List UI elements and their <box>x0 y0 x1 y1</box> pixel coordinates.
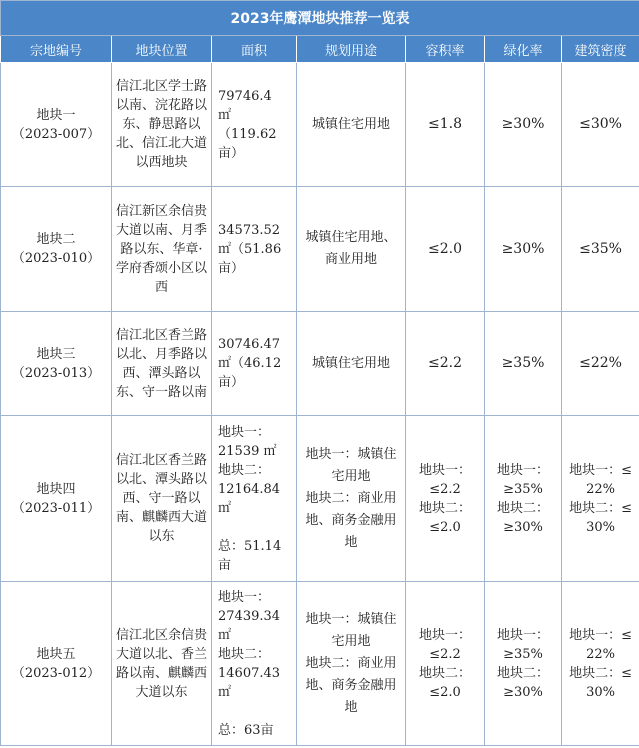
location-cell: 信江新区余信贵大道以南、月季路以东、华章·学府香颂小区以西 <box>112 187 212 312</box>
parcel-code: （2023-012） <box>11 665 101 681</box>
header-plot-ratio: 容积率 <box>406 36 485 63</box>
use-cell: 城镇住宅用地、商业用地 <box>297 187 406 312</box>
table-row <box>1 187 639 312</box>
table-title: 2023年鹰潭地块推荐一览表 <box>1 1 639 36</box>
parcel-code: （2023-010） <box>11 251 101 266</box>
plot-ratio-cell: ≤1.8 <box>406 63 485 187</box>
area-cell: 34573.52 ㎡（51.86 亩） <box>212 187 297 312</box>
green-rate-cell: ≥35% <box>485 312 562 416</box>
plot-ratio-cell: 地块一： ≤2.2 地块二： ≤2.0 <box>406 416 485 582</box>
parcel-code: （2023-011） <box>11 500 101 516</box>
header-area: 面积 <box>212 36 297 63</box>
parcel-id-cell <box>1 63 112 187</box>
use-cell: 地块一：城镇住宅用地 地块二：商业用地、商务金融用地 <box>297 416 406 582</box>
density-cell: ≤30% <box>562 63 639 187</box>
header-parcel-id: 宗地编号 <box>1 36 112 63</box>
parcel-id-cell <box>1 582 112 746</box>
title-row <box>1 1 639 36</box>
header-planned-use: 规划用途 <box>297 36 406 63</box>
green-rate-cell: 地块一： ≥35% 地块二： ≥30% <box>485 582 562 746</box>
header-row <box>1 36 639 63</box>
location-cell: 信江北区香兰路以北、月季路以西、潭头路以东、守一路以南 <box>112 312 212 416</box>
parcel-code: （2023-007） <box>11 126 101 142</box>
parcel-name: 地块五 <box>36 646 76 662</box>
parcel-id-cell <box>1 416 112 582</box>
plot-ratio-cell: ≤2.2 <box>406 312 485 416</box>
use-cell: 地块一：城镇住宅用地 地块二：商业用地、商务金融用地 <box>297 582 406 746</box>
parcel-name: 地块一 <box>36 107 76 123</box>
use-cell: 城镇住宅用地 <box>297 312 406 416</box>
plot-ratio-cell: 地块一： ≤2.2 地块二： ≤2.0 <box>406 582 485 746</box>
location-cell: 信江北区学士路以南、浣花路以东、静思路以北、信江北大道以西地块 <box>112 63 212 187</box>
parcel-name: 地块四 <box>36 481 76 497</box>
green-rate-cell: ≥30% <box>485 187 562 312</box>
density-cell: ≤35% <box>562 187 639 312</box>
header-building-density: 建筑密度 <box>562 36 639 63</box>
parcel-code: （2023-013） <box>11 365 101 381</box>
parcel-name: 地块三 <box>36 346 76 362</box>
area-cell: 30746.47 ㎡（46.12 亩） <box>212 312 297 416</box>
location-cell: 信江北区香兰路以北、潭头路以西、守一路以南、麒麟西大道以东 <box>112 416 212 582</box>
plot-ratio-cell: ≤2.0 <box>406 187 485 312</box>
area-cell: 地块一： 21539 ㎡ 地块二： 12164.84 ㎡ 总：51.14 亩 <box>212 416 297 582</box>
parcel-id-cell <box>1 187 112 312</box>
density-cell: ≤22% <box>562 312 639 416</box>
area-cell: 地块一： 27439.34 ㎡ 地块二： 14607.43 ㎡ 总：63亩 <box>212 582 297 746</box>
table-row <box>1 582 639 746</box>
table-row <box>1 416 639 582</box>
location-cell: 信江北区余信贵大道以北、香兰路以南、麒麟西大道以东 <box>112 582 212 746</box>
green-rate-cell: 地块一： ≥35% 地块二： ≥30% <box>485 416 562 582</box>
parcel-id-cell <box>1 312 112 416</box>
table-row <box>1 312 639 416</box>
parcel-name: 地块二 <box>36 232 76 247</box>
use-cell: 城镇住宅用地 <box>297 63 406 187</box>
header-green-rate: 绿化率 <box>485 36 562 63</box>
green-rate-cell: ≥30% <box>485 63 562 187</box>
table-row <box>1 63 639 187</box>
density-cell: 地块一：≤ 22% 地块二：≤ 30% <box>562 582 639 746</box>
area-cell: 79746.4 ㎡ （119.62 亩） <box>212 63 297 187</box>
density-cell: 地块一：≤ 22% 地块二：≤ 30% <box>562 416 639 582</box>
header-location: 地块位置 <box>112 36 212 63</box>
